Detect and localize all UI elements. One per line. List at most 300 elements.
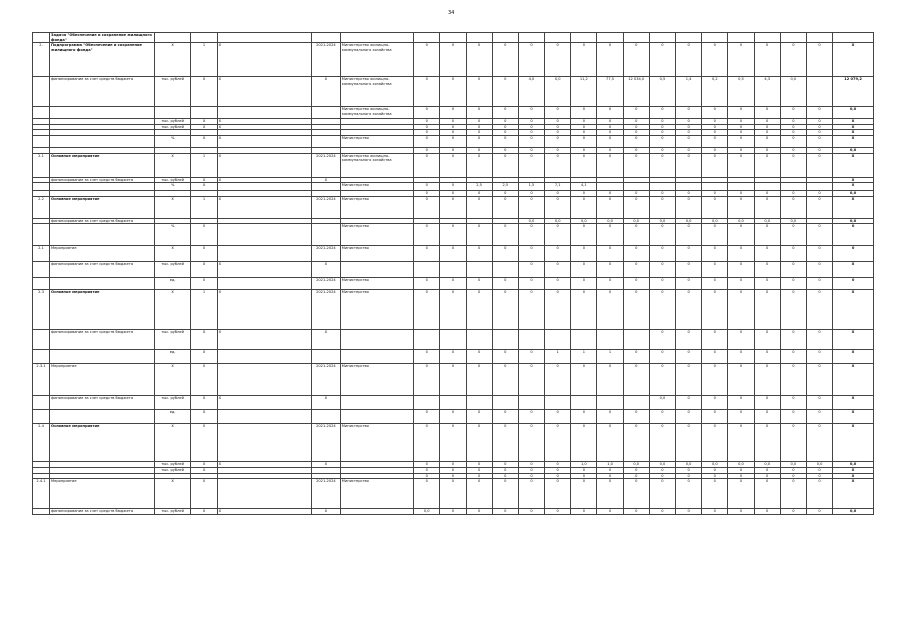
cell-value: 0 <box>754 396 780 410</box>
cell-base: Х <box>191 262 217 278</box>
cell-value <box>440 262 466 278</box>
cell-base: Х <box>191 410 217 424</box>
cell-value: 0 <box>728 278 754 290</box>
cell-value <box>806 33 832 43</box>
cell-term: 2021-2024 <box>311 278 340 290</box>
cell-value <box>754 33 780 43</box>
cell-name: финансирование за счет средств бюджета <box>50 77 155 107</box>
cell-value: 0 <box>728 410 754 424</box>
cell-total: 0,0 <box>833 218 874 224</box>
cell-value: 0 <box>676 119 702 125</box>
cell-unit: тыс. рублей <box>154 177 191 183</box>
cell-value: 0 <box>545 124 571 130</box>
cell-total: 0 <box>833 224 874 246</box>
cell-value: 0 <box>597 262 623 278</box>
cell-number: 2.3 <box>33 290 50 330</box>
table-row <box>33 424 874 462</box>
cell-term: 2021-2024 <box>311 43 340 77</box>
cell-value: 0 <box>597 246 623 262</box>
cell-value: 0 <box>754 278 780 290</box>
cell-total: 0 <box>833 278 874 290</box>
cell-value: 0 <box>806 262 832 278</box>
cell-value: 0 <box>518 278 544 290</box>
cell-value: 0 <box>414 410 440 424</box>
cell-value: 0 <box>414 147 440 153</box>
cell-value: 0 <box>623 130 649 136</box>
cell-value <box>571 33 597 43</box>
cell-value <box>440 330 466 350</box>
cell-value: 0 <box>518 43 544 77</box>
cell-value: 0 <box>597 147 623 153</box>
cell-value: 0 <box>414 77 440 107</box>
cell-value: 0 <box>649 196 675 218</box>
cell-term: 2021-2024 <box>311 364 340 396</box>
cell-base-desc: Х <box>217 124 311 130</box>
cell-value: 0 <box>571 130 597 136</box>
cell-value: 0 <box>571 278 597 290</box>
cell-value: 0 <box>440 43 466 77</box>
cell-value: 0 <box>545 364 571 396</box>
cell-value: 0,5 <box>728 77 754 107</box>
cell-value: 0 <box>466 462 492 468</box>
cell-value: 0 <box>754 350 780 364</box>
table-row <box>33 479 874 509</box>
cell-value: 0 <box>649 364 675 396</box>
cell-value: 0 <box>806 364 832 396</box>
cell-value: 0 <box>492 479 518 509</box>
cell-value: 0,0 <box>676 462 702 468</box>
cell-value: 0 <box>806 246 832 262</box>
cell-value <box>466 262 492 278</box>
cell-total: 12 079,2 <box>833 77 874 107</box>
cell-base-desc <box>217 107 311 119</box>
cell-executor: Министерство <box>340 479 413 509</box>
cell-value: 0 <box>702 410 728 424</box>
cell-total: 0,0 <box>833 462 874 468</box>
cell-value: 0 <box>545 153 571 177</box>
cell-unit <box>154 107 191 119</box>
cell-value: 0 <box>754 196 780 218</box>
cell-value: 0 <box>806 147 832 153</box>
cell-value: 0 <box>649 330 675 350</box>
cell-value: 0 <box>728 509 754 515</box>
cell-term: 2021-2024 <box>311 424 340 462</box>
cell-executor <box>340 262 413 278</box>
cell-unit: Х <box>154 479 191 509</box>
cell-name: Основное мероприятие <box>50 196 155 218</box>
cell-value: 0 <box>780 290 806 330</box>
cell-name <box>50 183 155 191</box>
cell-value: 0 <box>571 119 597 125</box>
cell-value: 0 <box>702 364 728 396</box>
cell-value: 0,0 <box>518 218 544 224</box>
cell-value: 0 <box>571 224 597 246</box>
cell-value: 0 <box>649 153 675 177</box>
cell-value: 0 <box>780 467 806 473</box>
cell-base-desc <box>217 246 311 262</box>
cell-value: 0 <box>545 119 571 125</box>
cell-value: 1,0 <box>597 462 623 468</box>
cell-value: 0 <box>780 107 806 119</box>
cell-executor: Министерство <box>340 364 413 396</box>
cell-value: 0 <box>676 396 702 410</box>
cell-term: 2021-2024 <box>311 153 340 177</box>
cell-value: 0 <box>440 467 466 473</box>
cell-value: 0 <box>806 124 832 130</box>
cell-value: 0 <box>780 473 806 479</box>
cell-value: 0 <box>518 147 544 153</box>
cell-value: 0 <box>754 147 780 153</box>
cell-unit: Х <box>154 43 191 77</box>
cell-value <box>545 33 571 43</box>
cell-base: 0 <box>191 424 217 462</box>
cell-executor <box>340 509 413 515</box>
cell-term: 2021-2024 <box>311 196 340 218</box>
cell-value: 0 <box>518 479 544 509</box>
cell-value: 0,5 <box>649 77 675 107</box>
cell-base-desc <box>217 364 311 396</box>
cell-base: 0 <box>191 479 217 509</box>
cell-number <box>33 224 50 246</box>
cell-unit: тыс. рублей <box>154 509 191 515</box>
cell-value <box>597 396 623 410</box>
cell-value: 0 <box>466 479 492 509</box>
cell-value: 0 <box>414 224 440 246</box>
cell-value: 0 <box>702 43 728 77</box>
cell-value: 0 <box>728 43 754 77</box>
cell-value: 0 <box>518 153 544 177</box>
cell-value <box>806 77 832 107</box>
cell-value: 0,0 <box>571 218 597 224</box>
cell-value <box>545 330 571 350</box>
cell-value: 1,4 <box>676 77 702 107</box>
cell-total: Х <box>833 119 874 125</box>
cell-value: 0 <box>728 107 754 119</box>
cell-value: 0 <box>440 147 466 153</box>
cell-executor: Министерство <box>340 246 413 262</box>
cell-value: 0 <box>440 124 466 130</box>
cell-value: 0 <box>676 43 702 77</box>
cell-value <box>780 183 806 191</box>
cell-name: Мероприятие <box>50 364 155 396</box>
cell-unit: тыс. рублей <box>154 467 191 473</box>
cell-value: 0 <box>676 467 702 473</box>
cell-value: 0 <box>597 224 623 246</box>
cell-value: 1 <box>545 350 571 364</box>
cell-value: 0 <box>780 246 806 262</box>
cell-name: финансирование за счет средств бюджета <box>50 396 155 410</box>
cell-value: 0 <box>545 278 571 290</box>
cell-value: 0 <box>806 467 832 473</box>
cell-unit: Х <box>154 364 191 396</box>
cell-value: 0 <box>571 153 597 177</box>
table-row <box>33 77 874 107</box>
table-row <box>33 350 874 364</box>
cell-value: 0 <box>545 262 571 278</box>
cell-value <box>492 396 518 410</box>
cell-value: 4,0 <box>518 77 544 107</box>
cell-value: 0 <box>754 330 780 350</box>
cell-value: 0 <box>780 191 806 197</box>
cell-value: 0 <box>676 224 702 246</box>
cell-number: 2.1 <box>33 153 50 177</box>
cell-value: 0 <box>728 396 754 410</box>
cell-base: Х <box>191 396 217 410</box>
cell-value: 0 <box>623 424 649 462</box>
cell-value: 0 <box>728 153 754 177</box>
cell-value <box>571 330 597 350</box>
cell-value: 0 <box>545 290 571 330</box>
cell-value: 0 <box>492 467 518 473</box>
cell-value: 0,0 <box>623 462 649 468</box>
cell-value <box>466 33 492 43</box>
cell-value: 0 <box>571 509 597 515</box>
cell-value <box>676 33 702 43</box>
cell-base-desc <box>217 224 311 246</box>
cell-value: 0 <box>623 135 649 147</box>
cell-value: 0 <box>414 130 440 136</box>
cell-value: 2,5 <box>492 183 518 191</box>
cell-value <box>676 183 702 191</box>
cell-total: Х <box>833 290 874 330</box>
cell-value: 0 <box>597 479 623 509</box>
cell-total: Х <box>833 43 874 77</box>
cell-value: 0 <box>414 153 440 177</box>
cell-value: 0 <box>676 147 702 153</box>
cell-value: 0 <box>806 473 832 479</box>
cell-value: 0 <box>702 424 728 462</box>
cell-number: 2.3.1 <box>33 364 50 396</box>
cell-number <box>33 396 50 410</box>
cell-value: 0 <box>754 130 780 136</box>
cell-executor: Министерство <box>340 135 413 147</box>
cell-value: 0 <box>466 153 492 177</box>
cell-value: 0 <box>414 364 440 396</box>
cell-value: 0 <box>571 124 597 130</box>
cell-value: 0 <box>492 119 518 125</box>
cell-value <box>414 330 440 350</box>
cell-value: 0 <box>440 191 466 197</box>
cell-value <box>702 183 728 191</box>
table-row <box>33 107 874 119</box>
cell-total: Х <box>833 473 874 479</box>
cell-term: 2021-2024 <box>311 246 340 262</box>
cell-base-desc: Х <box>217 509 311 515</box>
cell-value: 0 <box>492 350 518 364</box>
cell-value: 0,0 <box>754 218 780 224</box>
cell-value: 0 <box>466 410 492 424</box>
cell-term: Х <box>311 330 340 350</box>
cell-value: 0 <box>597 119 623 125</box>
cell-value: 0 <box>518 350 544 364</box>
cell-value: 0 <box>728 350 754 364</box>
cell-executor: Министерство жилищно-коммунального хозяйства <box>340 77 413 107</box>
cell-value: 0 <box>597 509 623 515</box>
cell-value <box>545 396 571 410</box>
cell-value: 0 <box>728 124 754 130</box>
cell-number: 2.4.1 <box>33 479 50 509</box>
cell-executor: Министерство <box>340 278 413 290</box>
table-row <box>33 246 874 262</box>
cell-value: 0 <box>780 147 806 153</box>
cell-value: 0,0 <box>780 462 806 468</box>
cell-value: 0 <box>676 330 702 350</box>
cell-value: 0 <box>440 410 466 424</box>
cell-value: 0 <box>440 479 466 509</box>
cell-value: 0,0 <box>545 77 571 107</box>
cell-total: Х <box>833 262 874 278</box>
cell-unit: тыс. рублей <box>154 462 191 468</box>
cell-executor: Министерство жилищно-коммунального хозяйства <box>340 153 413 177</box>
cell-value: 0 <box>780 410 806 424</box>
cell-unit: ед. <box>154 410 191 424</box>
cell-value: 0 <box>702 278 728 290</box>
cell-value: 0 <box>440 130 466 136</box>
cell-value: 0 <box>466 77 492 107</box>
cell-term: Х <box>311 396 340 410</box>
cell-value: 0 <box>518 246 544 262</box>
cell-value: 0 <box>440 290 466 330</box>
cell-unit: Х <box>154 246 191 262</box>
cell-value: 0 <box>780 224 806 246</box>
cell-base: Х <box>191 462 217 468</box>
cell-value: 0 <box>492 77 518 107</box>
cell-value: 0 <box>780 509 806 515</box>
cell-value: 0 <box>623 107 649 119</box>
cell-value: 0 <box>466 467 492 473</box>
cell-value: 0 <box>806 479 832 509</box>
cell-base: Х <box>191 509 217 515</box>
cell-value: 0 <box>780 350 806 364</box>
cell-value: 0 <box>545 410 571 424</box>
cell-unit: тыс. рублей <box>154 124 191 130</box>
cell-term: Х <box>311 262 340 278</box>
cell-value: 0 <box>492 224 518 246</box>
cell-number <box>33 107 50 119</box>
cell-value: 77,5 <box>597 77 623 107</box>
cell-number: 2.4 <box>33 424 50 462</box>
cell-value: 0 <box>440 509 466 515</box>
cell-value: 0 <box>728 290 754 330</box>
cell-value: 0 <box>440 119 466 125</box>
cell-value: 0 <box>806 135 832 147</box>
cell-value: 0 <box>440 183 466 191</box>
cell-total: Х <box>833 330 874 350</box>
cell-base-desc: Х <box>217 262 311 278</box>
cell-value: 0,0 <box>545 218 571 224</box>
cell-value: 0 <box>571 246 597 262</box>
cell-base-desc: Х <box>217 43 311 77</box>
cell-value: 0 <box>728 130 754 136</box>
cell-value: 11,2 <box>571 77 597 107</box>
cell-base: Х <box>191 183 217 191</box>
cell-name: Подпрограмма "Обеспечение и сохранение жилищного фонда" <box>50 43 155 77</box>
cell-value: 0 <box>518 424 544 462</box>
cell-value: 0 <box>414 467 440 473</box>
cell-name: Основное мероприятие <box>50 153 155 177</box>
cell-base: Х <box>191 467 217 473</box>
cell-value: 0 <box>492 135 518 147</box>
cell-value: 0,0 <box>649 218 675 224</box>
cell-value: 0 <box>597 278 623 290</box>
cell-value: 0 <box>702 224 728 246</box>
cell-value: 0 <box>414 196 440 218</box>
cell-value: 0 <box>754 43 780 77</box>
cell-value: 0 <box>728 473 754 479</box>
cell-total: 0,0 <box>833 509 874 515</box>
cell-value: 0 <box>597 290 623 330</box>
cell-value: 0 <box>649 43 675 77</box>
cell-unit: ед. <box>154 278 191 290</box>
cell-value: 0 <box>492 130 518 136</box>
cell-value: 0,0 <box>754 462 780 468</box>
table-row <box>33 364 874 396</box>
cell-value <box>702 33 728 43</box>
cell-base-desc <box>217 278 311 290</box>
cell-value: 0 <box>571 467 597 473</box>
cell-value: 0 <box>623 350 649 364</box>
cell-value: 0 <box>623 124 649 130</box>
table-row <box>33 153 874 177</box>
cell-name <box>50 135 155 147</box>
cell-value: 7,1 <box>545 183 571 191</box>
cell-value: 0 <box>414 191 440 197</box>
cell-value: 0 <box>649 107 675 119</box>
cell-unit: ед. <box>154 350 191 364</box>
cell-value: 0 <box>414 278 440 290</box>
cell-value: 0,2 <box>702 77 728 107</box>
cell-name: финансирование за счет средств бюджета <box>50 330 155 350</box>
cell-value: 0 <box>728 479 754 509</box>
cell-number <box>33 330 50 350</box>
cell-value: 0 <box>676 278 702 290</box>
cell-value: 0 <box>754 107 780 119</box>
cell-value: 0 <box>754 479 780 509</box>
cell-value: 0 <box>780 424 806 462</box>
cell-number <box>33 509 50 515</box>
cell-value: 0 <box>649 246 675 262</box>
cell-value: 0 <box>492 473 518 479</box>
cell-value: 0 <box>440 246 466 262</box>
cell-value: 0 <box>545 467 571 473</box>
cell-base: Х <box>191 77 217 107</box>
cell-value <box>518 396 544 410</box>
cell-name: финансирование за счет средств бюджета <box>50 218 155 224</box>
cell-base: Х <box>191 350 217 364</box>
cell-value: 0 <box>623 196 649 218</box>
cell-base: 1 <box>191 196 217 218</box>
cell-value: 0 <box>545 130 571 136</box>
cell-value: 0 <box>780 364 806 396</box>
cell-value: 0 <box>676 479 702 509</box>
cell-unit: тыс. рублей <box>154 330 191 350</box>
cell-value: 0 <box>780 135 806 147</box>
cell-value <box>728 183 754 191</box>
cell-value: 0 <box>623 153 649 177</box>
cell-base-desc: Х <box>217 135 311 147</box>
cell-base <box>191 107 217 119</box>
cell-term <box>311 135 340 147</box>
cell-value: 0 <box>623 364 649 396</box>
cell-executor: Министерство <box>340 196 413 218</box>
cell-value: 0 <box>806 410 832 424</box>
cell-value: 0 <box>702 135 728 147</box>
cell-value: 0 <box>518 262 544 278</box>
cell-value: 0 <box>780 153 806 177</box>
cell-value: 0 <box>414 246 440 262</box>
cell-value <box>414 33 440 43</box>
cell-value: 0,0 <box>702 218 728 224</box>
